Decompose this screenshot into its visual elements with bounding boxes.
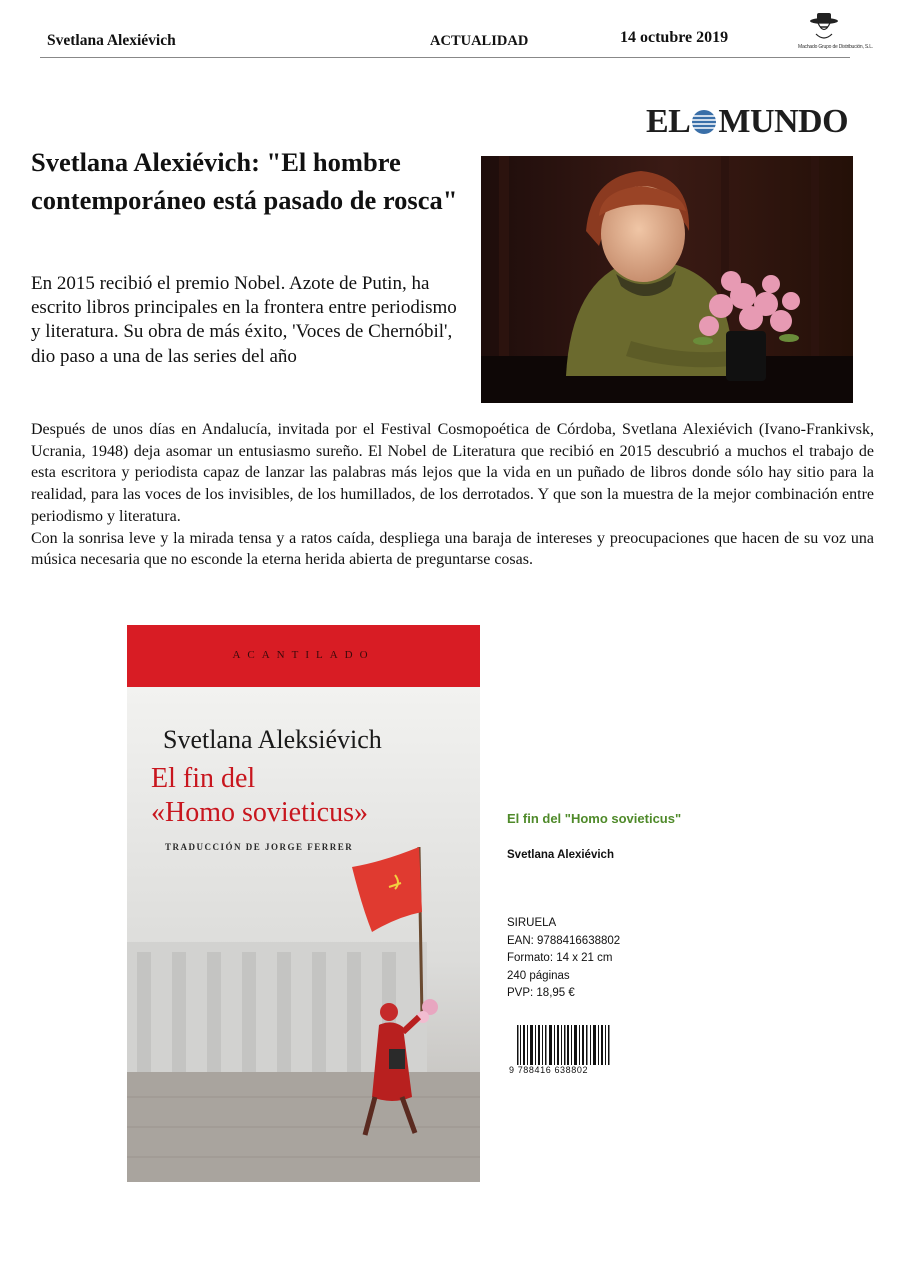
globe-icon — [691, 109, 717, 135]
header-divider — [40, 57, 850, 58]
header-category: ACTUALIDAD — [430, 33, 529, 49]
header-section-name: Svetlana Alexiévich — [47, 32, 176, 49]
book-author: Svetlana Alexiévich — [507, 849, 614, 861]
cover-translator: TRADUCCIÓN DE JORGE FERRER — [165, 842, 354, 852]
book-publisher: SIRUELA — [507, 917, 557, 929]
article-body — [31, 419, 874, 571]
hat-man-icon — [798, 12, 854, 44]
article-paragraph: Con la sonrisa leve y la mirada tensa y a ratos caída, despliega una baraja de intereses y preocupaciones que hacen de su voz una música necesaria que no esconde la eterna herida abierta de preguntarse cosas. — [31, 529, 874, 569]
distributor-caption: Machado Grupo de Distribución, S.L. — [798, 44, 873, 50]
book-pages: 240 páginas — [507, 969, 570, 982]
cover-author: Svetlana Aleksiévich — [163, 725, 382, 754]
book-ean: EAN: 9788416638802 — [507, 934, 621, 947]
logo-text-right: MUNDO — [718, 103, 849, 140]
book-details — [507, 915, 620, 1003]
book-format: Formato: 14 x 21 cm — [507, 952, 613, 964]
article-paragraph: Después de unos días en Andalucía, invitada por el Festival Cosmopoética de Córdoba, Svetlana Alexiévich (Ivano-Frankivsk, Ucrania, 1948) deja asomar un entusiasmo sureño. El Nobel de Literatura que recibió en 2015 descubrió a muchos el trabajo de esta escritora y periodista capaz de lanzar las palabras más lejos que la vida en un puñado de libros donde sólo hay sitio para la realidad, para las voces de los invisibles, de los humillados, de los derrotados. Y que son la muestra de la mejor combinación entre periodismo y literatura. — [31, 421, 874, 525]
el-mundo-logo — [646, 102, 848, 142]
book-price: PVP: 18,95 € — [507, 987, 575, 999]
cover-title-line1: El fin del — [151, 763, 256, 794]
book-title: El fin del "Homo sovieticus" — [507, 811, 682, 826]
logo-text-left: EL — [646, 103, 691, 140]
article-headline: Svetlana Alexiévich: "El hombre contemporáneo está pasado de rosca" — [31, 147, 458, 215]
cover-title-line2: «Homo sovieticus» — [151, 797, 368, 828]
cover-illustration — [127, 687, 480, 1182]
author-portrait-photo — [481, 156, 853, 403]
article-standfirst: En 2015 recibió el premio Nobel. Azote de Putin, ha escrito libros principales en la frontera entre periodismo y literatura. Su obra de más éxito, 'Voces de Chernóbil', dio paso a una de las series del año — [31, 273, 457, 367]
header-date: 14 octubre 2019 — [620, 29, 729, 46]
barcode-number: 9 788416 638802 — [509, 1065, 619, 1075]
distributor-logo — [798, 12, 873, 56]
cover-publisher: ACANTILADO — [232, 649, 375, 661]
book-cover — [127, 625, 480, 1182]
